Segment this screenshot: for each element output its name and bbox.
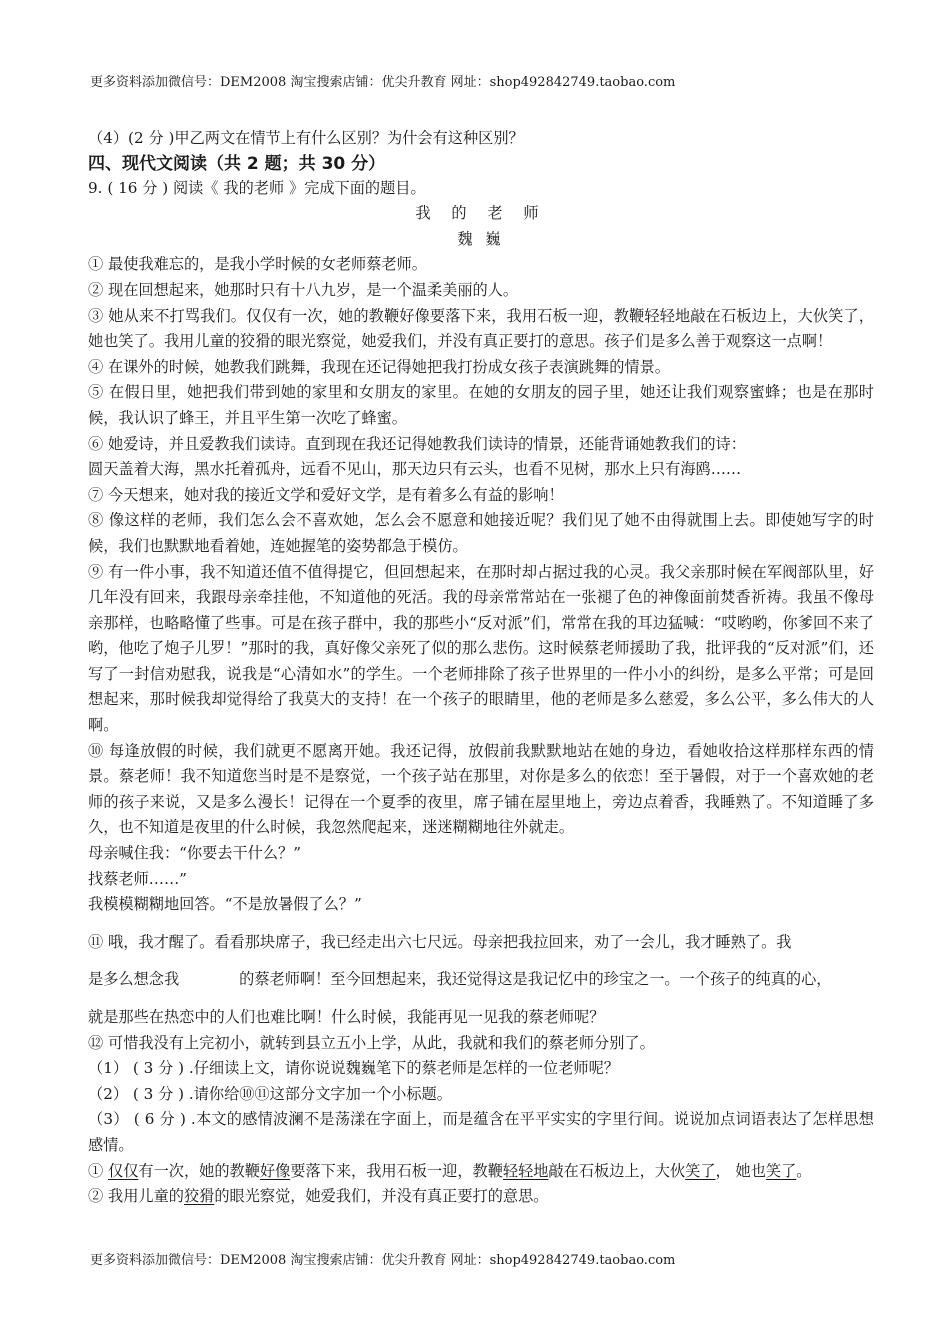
paragraph-11-line-2: [88, 967, 874, 993]
underlined-word: 仅仅: [108, 1161, 139, 1180]
content: [88, 126, 874, 1210]
paragraph-11-line-1: ⑪ 哦，我才醒了。看看那块席子，我已经走出六七尺远。母亲把我拉回来，劝了一会儿，我才睡熟了。我: [88, 932, 792, 951]
example-2-num: ②: [88, 1187, 104, 1206]
article-title: 我 的 老 师: [415, 204, 547, 223]
p11-text-b: 的蔡老师啊！至今回想起来，我还觉得这是我记忆中的珍宝之一。一个孩子的纯真的心，: [239, 970, 832, 989]
underlined-word: 轻轻地: [502, 1161, 549, 1180]
paragraph-7: ⑦ 今天想来，她对我的接近文学和爱好文学，是有着多么有益的影响！: [88, 485, 564, 504]
paragraph-6-poem: 圆天盖着大海，黑水托着孤舟，远看不见山，那天边只有云头，也看不见树，那水上只有海鸥……: [88, 460, 742, 479]
paragraph-3: ③ 她从来不打骂我们。仅仅有一次，她的教鞭好像要落下来，我用石板一迎，教鞭轻轻地敲在石板边上，大伙笑了，她也笑了。我用儿童的狡猾的眼光察觉，她爱我们，并没有真正要打的意思。孩子们是多么善于观察这一点啊！: [88, 306, 874, 351]
question-4: （4）(2 分 )甲乙两文在情节上有什么区别？为什会有这种区别？: [88, 129, 524, 147]
p11-text-a: 是多么想念我: [88, 970, 180, 989]
page-footer: 更多资料添加微信号：DEM2008 淘宝搜索店铺：优尖升教育 网址：shop492842749.taobao.com: [90, 1253, 676, 1268]
article-author: 魏 巍: [457, 229, 505, 248]
paragraph-12: ⑫ 可惜我没有上完初小，就转到县立五小上学，从此，我就和我们的蔡老师分别了。: [88, 1033, 655, 1052]
underlined-word: 狡猾: [183, 1187, 215, 1206]
sub-question-1: （1） ( 3 分 ) .仔细读上文，请你说说魏巍笔下的蔡老师是怎样的一位老师呢？: [88, 1059, 619, 1078]
question-9: 9. ( 16 分 ) 阅读《 我的老师 》完成下面的题目。: [88, 178, 426, 197]
underlined-word: 好像: [259, 1161, 291, 1180]
paragraph-8: ⑧ 像这样的老师，我们怎么会不喜欢她，怎么会不愿意和她接近呢？我们见了她不由得就围上去。即使她写字的时候，我们也默默地看着她，连她握笔的姿势都急于模仿。: [88, 511, 874, 555]
paragraph-9: ⑨ 有一件小事，我不知道还值不值得提它，但回想起来，在那时却占据过我的心灵。我父亲那时候在军阀部队里，好几年没有回来，我跟母亲牵挂他，不知道他的死活。我的母亲常常站在一张褪了色的神像面前焚香祈祷。我虽不像母亲那样，也略略懂了些事。可是在孩子群中，我的那些小“反对派”们，常常在我的耳边猛喊：“哎哟哟，你爹回不来了哟，他吃了炮子儿罗！”那时的我，真好像父亲死了似的那么悲伤。这时候蔡老师援助了我，批评我的“反对派”们，还写了一封信劝慰我，说我是“心清如水”的学生。一个老师排除了孩子世界里的一件小小的纠纷，是多么平常；可是回想起来，那时候我却觉得给了我莫大的支持！在一个孩子的眼睛里，他的老师是多么慈爱，多么公平，多么伟大的人啊。: [88, 562, 874, 735]
paragraph-10: ⑩ 每逢放假的时候，我们就更不愿离开她。我还记得，放假前我默默地站在她的身边，看她收拾这样那样东西的情景。蔡老师！我不知道您当时是不是察觉，一个孩子站在那里，对你是多么的依恋！至于暑假，对于一个喜欢她的老师的孩子来说，又是多么漫长！记得在一个夏季的夜里，席子铺在屋里地上，旁边点着香，我睡熟了。不知道睡了多久，也不知道是夜里的什么时候，我忽然爬起来，迷迷糊糊地往外就走。: [88, 741, 874, 837]
section-title: 四、现代文阅读（共 2 题；共 30 分）: [88, 153, 386, 174]
paragraph-5: ⑤ 在假日里，她把我们带到她的家里和女朋友的家里。在她的女朋友的园子里，她还让我们观察蜜蜂；也是在那时候，我认识了蜂王，并且平生第一次吃了蜂蜜。: [88, 383, 874, 427]
underlined-word: 笑了: [765, 1161, 797, 1180]
paragraph-4: ④ 在课外的时候，她教我们跳舞，我现在还记得她把我打扮成女孩子表演跳舞的情景。: [88, 357, 670, 376]
example-sentence-2: ② 我用儿童的狡猾的眼光察觉，她爱我们，并没有真正要打的意思。: [88, 1187, 549, 1206]
underlined-word: 笑了: [685, 1161, 716, 1180]
paragraph-1: ① 最使我难忘的，是我小学时候的女老师蔡老师。: [88, 255, 427, 274]
paragraph-10-dialogue-2: 找蔡老师……”: [88, 869, 187, 888]
example-sentence-1: ① 仅仅有一次，她的教鞭好像要落下来，我用石板一迎，教鞭轻轻地敲在石板边上，大伙笑了， 她也笑了。: [88, 1161, 812, 1180]
paragraph-2: ② 现在回想起来，她那时只有十八九岁，是一个温柔美丽的人。: [88, 280, 519, 299]
paragraph-10-dialogue-3: 我模模糊糊地回答。“不是放暑假了么？”: [88, 895, 362, 914]
page-header: 更多资料添加微信号：DEM2008 淘宝搜索店铺：优尖升教育 网址：shop492842749.taobao.com: [90, 75, 676, 90]
sub-question-3: （3） ( 6 分 ) .本文的感情波澜不是荡漾在字面上，而是蕴含在平平实实的字里行间。说说加点词语表达了怎样思想感情。: [88, 1110, 874, 1154]
paragraph-11-line-3: 就是那些在热恋中的人们也难比啊！什么时候，我能再见一见我的蔡老师呢？: [88, 1008, 605, 1026]
paragraph-10-dialogue-1: 母亲喊住我：“你要去干什么？”: [88, 844, 301, 863]
example-1-num: ①: [88, 1161, 104, 1180]
sub-question-2: （2） ( 3 分 ) .请你给⑩⑪这部分文字加一个小标题。: [88, 1084, 452, 1103]
paragraph-6: ⑥ 她爱诗，并且爱教我们读诗。直到现在我还记得她教我们读诗的情景，还能背诵她教我们的诗：: [88, 434, 746, 453]
